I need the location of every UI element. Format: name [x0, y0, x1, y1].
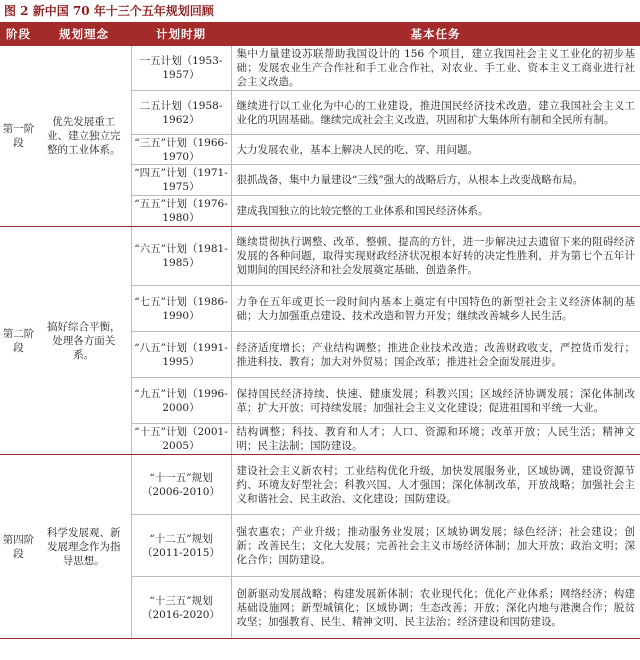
plan-task: 继续贯彻执行调整、改革、整顿、提高的方针，进一步解决过去遗留下来的阻碍经济发展的各种问题，取得实现财政经济状况根本好转的决定性胜利，并为第七个五年计划期间的国民经济和社会发展奠定基础、创造条件。	[231, 227, 640, 286]
header-period: 计划时期	[131, 22, 231, 46]
plan-period: “十一五”规划（2006-2010）	[131, 455, 231, 515]
stage-name: 第二阶段	[0, 227, 37, 455]
table-row	[0, 227, 640, 286]
stage-name: 第一阶段	[0, 46, 37, 227]
plan-task: 保持国民经济持续、快速、健康发展；科教兴国；区域经济协调发展；深化体制改革；扩大开放；可持续发展；加强社会主义文化建设；促进祖国和平统一大业。	[231, 378, 640, 424]
plan-period: “三五”计划（1966-1970）	[131, 135, 231, 165]
plan-period: “五五”计划（1976-1980）	[131, 196, 231, 227]
plan-period: 二五计划（1958-1962）	[131, 91, 231, 135]
table-row	[0, 455, 640, 515]
header-task: 基本任务	[231, 22, 640, 46]
plan-task: 创新驱动发展战略；构建发展新体制；农业现代化；优化产业体系；网络经济；构建基础设施网；新型城镇化；区域协调；生态改善；开放；深化内地与港澳合作；脱贫攻坚；加强教育、民生、精神文明、民主法治；经济建设和国防建设。	[231, 577, 640, 639]
stage-idea: 科学发展观、新发展理念作为指导思想。	[37, 455, 131, 639]
plan-task: 狠抓战备，集中力量建设“三线”强大的战略后方，从根本上改变战略布局。	[231, 165, 640, 196]
plan-period: “十五”计划（2001-2005）	[131, 424, 231, 455]
plan-task: 强农惠农；产业升级；推动服务业发展；区域协调发展；绿色经济；社会建设；创新；改善民生；文化大发展；完善社会主义市场经济体制；加大开放；政治文明；深化合作；国防建设。	[231, 515, 640, 577]
plan-period: 一五计划（1953-1957）	[131, 46, 231, 91]
plan-period: “七五”计划（1986-1990）	[131, 286, 231, 332]
plan-task: 结构调整；科技、教育和人才；人口、资源和环境；改革开放；人民生活；精神文明；民主法制；国防建设。	[231, 424, 640, 455]
table-row	[0, 46, 640, 91]
plan-period: “六五”计划（1981-1985）	[131, 227, 231, 286]
stage-name: 第四阶段	[0, 455, 37, 639]
five-year-plan-table	[0, 22, 640, 639]
plan-period: “十二五”规划（2011-2015）	[131, 515, 231, 577]
plan-task: 力争在五年或更长一段时间内基本上奠定有中国特色的新型社会主义经济体制的基础；大力加强重点建设、技术改造和智力开发；继续改善城乡人民生活。	[231, 286, 640, 332]
plan-period: “十三五”规划（2016-2020）	[131, 577, 231, 639]
table-header-row	[0, 22, 640, 46]
plan-period: “九五”计划（1996-2000）	[131, 378, 231, 424]
header-idea: 规划理念	[37, 22, 131, 46]
plan-period: “八五”计划（1991-1995）	[131, 332, 231, 378]
plan-task: 集中力量建设苏联帮助我国设计的 156 个项目，建立我国社会主义工业化的初步基础；发展农业生产合作社和手工业合作社，对农业、手工业、资本主义工商业进行社会主义改造。	[231, 46, 640, 91]
plan-period: “四五”计划（1971-1975）	[131, 165, 231, 196]
figure-caption: 图 2 新中国 70 年十三个五年规划回顾	[4, 4, 214, 18]
plan-task: 经济适度增长；产业结构调整；推进企业技术改造；改善财政收支，严控货币发行；推进科技、教育；加大对外贸易；国企改革；推进社会全面发展进步。	[231, 332, 640, 378]
header-stage: 阶段	[0, 22, 37, 46]
stage-idea: 优先发展重工业、建立独立完整的工业体系。	[37, 46, 131, 227]
stage-idea: 搞好综合平衡，处理各方面关系。	[37, 227, 131, 455]
plan-task: 继续进行以工业化为中心的工业建设，推进国民经济技术改造，建立我国社会主义工业化的巩固基础。继续完成社会主义改造，巩固和扩大集体所有制和全民所有制。	[231, 91, 640, 135]
plan-task: 建设社会主义新农村；工业结构优化升级，加快发展服务业，区域协调，建设资源节约、环境友好型社会；科教兴国、人才强国；深化体制改革，开放战略；加强社会主义和谐社会、民主政治、文化建设；国防建设。	[231, 455, 640, 515]
plan-task: 大力发展农业，基本上解决人民的吃、穿、用问题。	[231, 135, 640, 165]
plan-task: 建成我国独立的比较完整的工业体系和国民经济体系。	[231, 196, 640, 227]
